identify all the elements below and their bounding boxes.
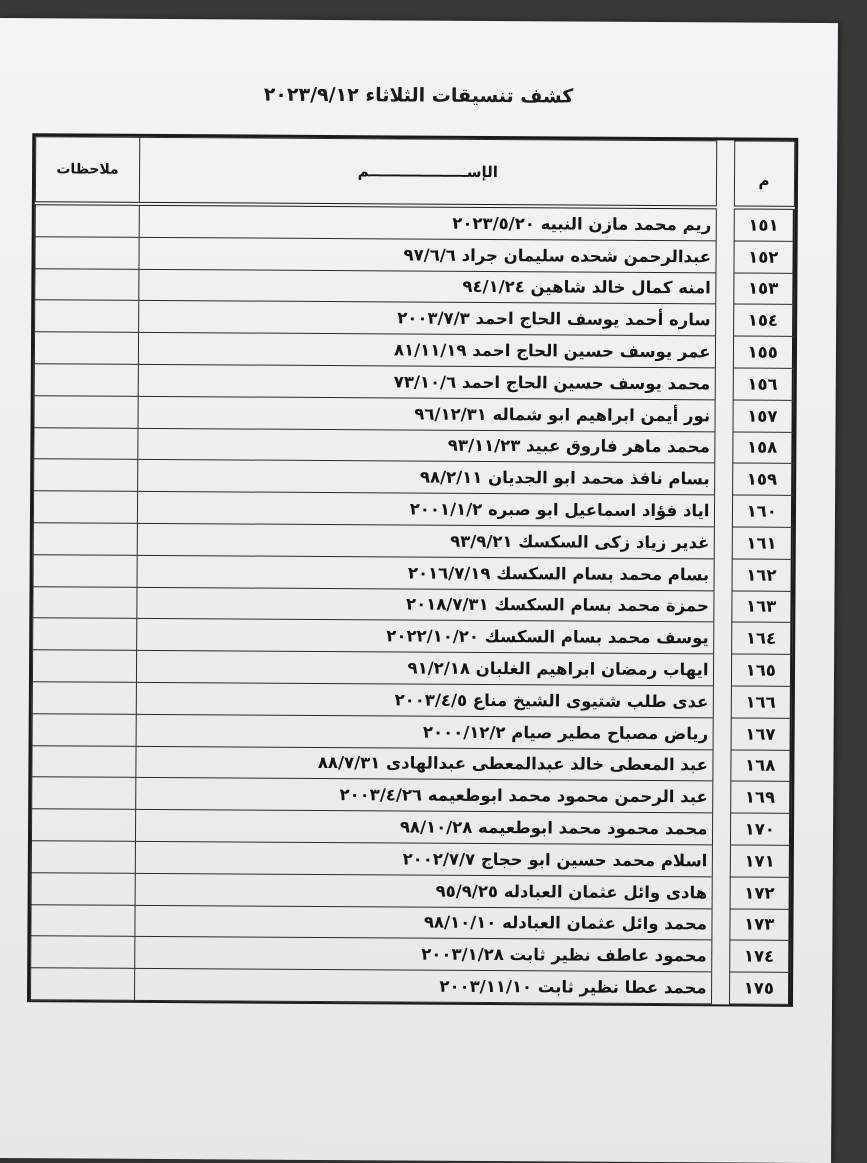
row-notes <box>35 300 139 332</box>
table-row <box>32 650 791 686</box>
row-notes <box>34 459 138 491</box>
names-table <box>30 136 795 1005</box>
table-row <box>31 968 790 1004</box>
table-row <box>34 332 793 368</box>
row-number: ١٦٣ <box>731 591 791 623</box>
row-notes <box>32 682 136 714</box>
row-gap <box>715 336 733 368</box>
row-gap <box>711 908 729 940</box>
table-row <box>32 713 791 749</box>
row-notes <box>35 203 139 237</box>
table-row <box>35 203 794 241</box>
row-name: عمر يوسف حسين الحاج احمد ٨١/١١/١٩ <box>138 333 715 368</box>
row-name: اسلام محمد حسين ابو حجاج ٢٠٠٢/٧/٧ <box>135 841 712 876</box>
row-name: يوسف محمد بسام السكسك ٢٠٢٢/١٠/٢٠ <box>137 619 714 654</box>
row-gap <box>714 400 732 432</box>
row-number: ١٦٩ <box>730 781 790 813</box>
row-name: عبد الرحمن محمود محمد ابوطعيمه ٢٠٠٣/٤/٢٦ <box>136 778 713 813</box>
row-gap <box>714 431 732 463</box>
header-name: الإســـــــــــــــــــم <box>139 137 716 207</box>
row-gap <box>712 813 730 845</box>
table-row <box>33 523 792 559</box>
row-notes <box>31 809 135 841</box>
row-number: ١٧١ <box>730 845 790 877</box>
table-row <box>33 554 792 590</box>
row-notes <box>34 364 138 396</box>
row-notes <box>31 936 135 968</box>
row-name: محمود عاطف نظير ثابت ٢٠٠٣/١/٢٨ <box>135 937 712 972</box>
row-number: ١٦٦ <box>731 686 791 718</box>
row-gap <box>711 972 729 1004</box>
row-number: ١٦١ <box>732 527 792 559</box>
row-number: ١٥٩ <box>732 463 792 495</box>
row-number: ١٥١ <box>734 207 794 241</box>
row-notes <box>31 841 135 873</box>
row-notes <box>35 237 139 269</box>
row-notes <box>31 904 135 936</box>
table-row <box>33 491 792 527</box>
table-row <box>32 682 791 718</box>
row-gap <box>714 463 732 495</box>
row-gap <box>715 272 733 304</box>
row-number: ١٦٥ <box>731 654 791 686</box>
row-name: بسام محمد بسام السكسك ٢٠١٦/٧/١٩ <box>137 555 714 590</box>
row-gap <box>712 749 730 781</box>
row-gap <box>715 241 733 273</box>
row-number: ١٦٠ <box>732 495 792 527</box>
row-gap <box>713 590 731 622</box>
row-notes <box>33 523 137 555</box>
table-row <box>32 745 791 781</box>
row-notes <box>34 395 138 427</box>
row-number: ١٧٤ <box>729 940 789 972</box>
row-gap <box>712 877 730 909</box>
row-name: محمد ماهر فاروق عبيد ٩٣/١١/٢٣ <box>138 428 715 463</box>
paper-sheet <box>0 18 838 1163</box>
row-number: ١٦٤ <box>731 622 791 654</box>
header-gap <box>716 141 734 208</box>
table-row <box>34 364 793 400</box>
row-gap <box>716 207 734 240</box>
row-name: عدى طلب شتيوى الشيخ مناع ٢٠٠٣/٤/٥ <box>136 682 713 717</box>
row-notes <box>32 777 136 809</box>
row-notes <box>33 554 137 586</box>
table-row <box>34 459 793 495</box>
row-name: ريم محمد مازن النبيه ٢٠٢٣/٥/٢٠ <box>139 204 716 241</box>
row-name: بسام نافذ محمد ابو الجديان ٩٨/٢/١١ <box>138 460 715 495</box>
header-number: م <box>734 141 794 208</box>
table-row <box>34 427 793 463</box>
row-number: ١٥٢ <box>733 241 793 273</box>
row-number: ١٦٨ <box>730 750 790 782</box>
row-notes <box>33 491 137 523</box>
table-row <box>35 237 794 273</box>
row-number: ١٦٢ <box>732 559 792 591</box>
table-row <box>33 586 792 622</box>
row-number: ١٥٤ <box>733 304 793 336</box>
row-number: ١٥٨ <box>732 432 792 464</box>
row-number: ١٧٠ <box>730 813 790 845</box>
row-name: محمد وائل عثمان العبادله ٩٨/١٠/١٠ <box>135 905 712 940</box>
row-number: ١٥٣ <box>733 273 793 305</box>
names-table-frame <box>27 133 798 1007</box>
row-name: محمد محمود محمد ابوطعيمه ٩٨/١٠/٢٨ <box>135 809 712 844</box>
row-gap <box>715 368 733 400</box>
row-number: ١٧٥ <box>729 972 789 1004</box>
row-number: ١٥٦ <box>733 368 793 400</box>
row-name: محمد يوسف حسين الحاج احمد ٧٣/١٠/٦ <box>138 364 715 399</box>
table-row <box>31 872 790 908</box>
row-name: عبد المعطى خالد عبدالمعطى عبدالهادى ٨٨/٧/٣١ <box>136 746 713 781</box>
row-gap <box>714 495 732 527</box>
row-name: غدير زياد زكى السكسك ٩٣/٩/٢١ <box>137 523 714 558</box>
row-gap <box>711 940 729 972</box>
row-notes <box>35 268 139 300</box>
row-notes <box>34 332 138 364</box>
row-notes <box>34 427 138 459</box>
table-header-row <box>35 137 794 208</box>
row-gap <box>712 781 730 813</box>
row-gap <box>714 559 732 591</box>
row-notes <box>31 968 135 1000</box>
row-notes <box>32 650 136 682</box>
row-name: نور أيمن ابراهيم ابو شماله ٩٦/١٢/٣١ <box>138 396 715 431</box>
row-number: ١٧٢ <box>730 877 790 909</box>
header-notes: ملاحظات <box>35 137 139 204</box>
row-notes <box>31 872 135 904</box>
table-row <box>35 300 794 336</box>
table-row <box>35 268 794 304</box>
row-notes <box>33 586 137 618</box>
row-name: حمزة محمد بسام السكسك ٢٠١٨/٧/٣١ <box>137 587 714 622</box>
row-gap <box>713 622 731 654</box>
table-row <box>33 618 792 654</box>
row-notes <box>32 745 136 777</box>
row-name: هادى وائل عثمان العبادله ٩٥/٩/٢٥ <box>135 873 712 908</box>
table-row <box>31 936 790 972</box>
row-gap <box>713 654 731 686</box>
row-number: ١٥٥ <box>733 336 793 368</box>
row-notes <box>33 618 137 650</box>
table-row <box>31 904 790 940</box>
row-name: اياد فؤاد اسماعيل ابو صبره ٢٠٠١/١/٢ <box>137 492 714 527</box>
row-gap <box>714 527 732 559</box>
row-name: امنه كمال خالد شاهين ٩٤/١/٢٤ <box>139 269 716 304</box>
table-row <box>31 841 790 877</box>
row-gap <box>712 845 730 877</box>
page-title: كشف تنسيقات الثلاثاء ٢٠٢٣/٩/١٢ <box>263 83 574 108</box>
table-row <box>31 809 790 845</box>
row-gap <box>713 686 731 718</box>
row-number: ١٦٧ <box>731 718 791 750</box>
table-row <box>34 395 793 431</box>
row-name: ايهاب رمضان ابراهيم الغلبان ٩١/٢/١٨ <box>136 651 713 686</box>
row-number: ١٥٧ <box>732 400 792 432</box>
row-name: عبدالرحمن شحده سليمان جراد ٩٧/٦/٦ <box>139 237 716 272</box>
table-row <box>32 777 791 813</box>
row-notes <box>32 713 136 745</box>
table-body <box>31 203 794 1004</box>
row-gap <box>713 718 731 750</box>
row-name: رياض مصباح مطير صيام ٢٠٠٠/١٢/٢ <box>136 714 713 749</box>
row-gap <box>715 304 733 336</box>
row-name: محمد عطا نظير ثابت ٢٠٠٣/١١/١٠ <box>135 968 712 1003</box>
row-number: ١٧٣ <box>729 909 789 941</box>
row-name: ساره أحمد يوسف الحاج احمد ٢٠٠٣/٧/٣ <box>139 301 716 336</box>
